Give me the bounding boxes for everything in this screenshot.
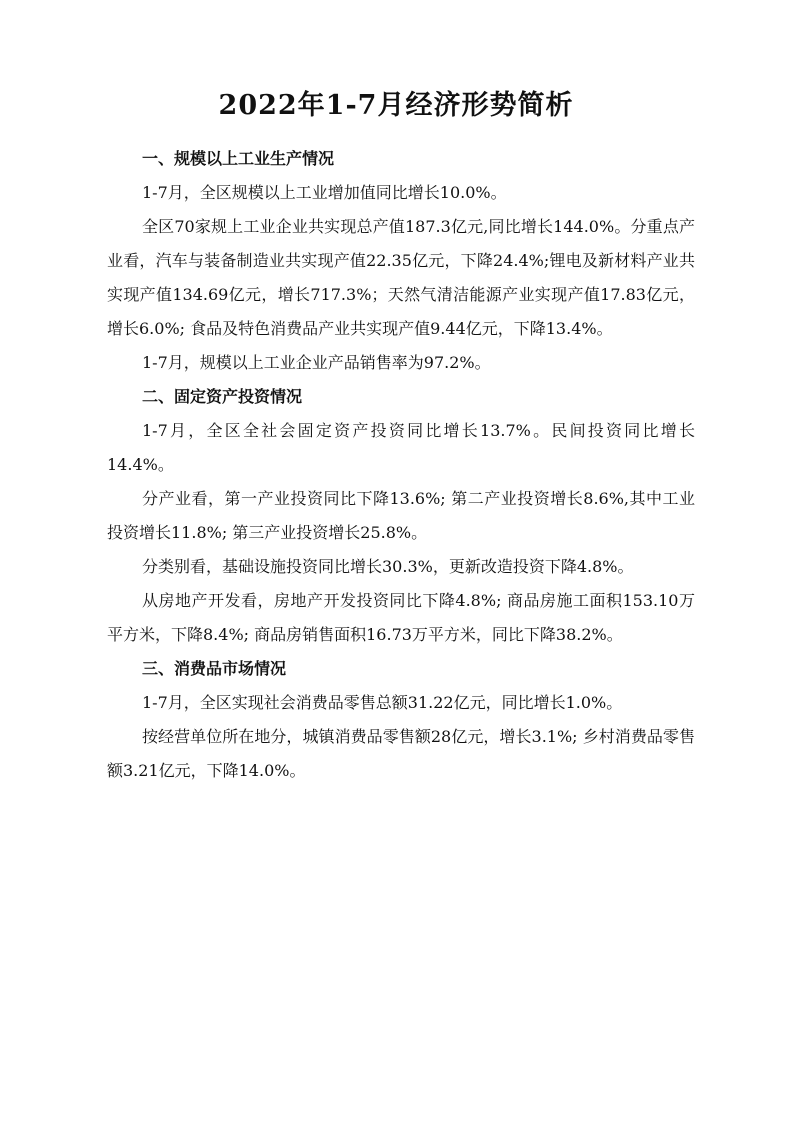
paragraph: 1-7月，全区规模以上工业增加值同比增长10.0%。 xyxy=(142,183,507,202)
section-fixed-asset-investment xyxy=(107,380,695,652)
paragraph: 1-7月，全区实现社会消费品零售总额31.22亿元，同比增长1.0%。 xyxy=(142,693,623,712)
paragraph: 1-7月，规模以上工业企业产品销售率为97.2%。 xyxy=(142,353,491,372)
paragraph: 分类别看，基础设施投资同比增长30.3%，更新改造投资下降4.8%。 xyxy=(142,557,634,576)
section-heading: 二、固定资产投资情况 xyxy=(142,387,303,406)
paragraph: 按经营单位所在地分，城镇消费品零售额28亿元，增长3.1%; 乡村消费品零售额3.21亿元，下降14.0%。 xyxy=(107,727,695,780)
section-heading: 三、消费品市场情况 xyxy=(142,659,287,678)
section-industrial-production xyxy=(107,142,695,380)
paragraph: 分产业看，第一产业投资同比下降13.6%; 第二产业投资增长8.6%,其中工业投资增长11.8%; 第三产业投资增长25.8%。 xyxy=(107,489,695,542)
document-body xyxy=(107,142,695,788)
paragraph: 从房地产开发看，房地产开发投资同比下降4.8%; 商品房施工面积153.10万平方米，下降8.4%; 商品房销售面积16.73万平方米，同比下降38.2%。 xyxy=(107,591,695,644)
paragraph: 1-7月，全区全社会固定资产投资同比增长13.7%。民间投资同比增长14.4%。 xyxy=(107,421,695,474)
section-heading: 一、规模以上工业生产情况 xyxy=(142,149,335,168)
document-title: 2022年1-7月经济形势简析 xyxy=(218,90,574,121)
section-consumer-market xyxy=(107,652,695,788)
paragraph: 全区70家规上工业企业共实现总产值187.3亿元,同比增长144.0%。分重点产业看，汽车与装备制造业共实现产值22.35亿元，下降24.4%;锂电及新材料产业共实现产值134.69亿元，增长717.3%；天然气清洁能源产业实现产值17.83亿元，增长6.0%; 食品及特色消费品产业共实现产值9.44亿元，下降13.4%。 xyxy=(107,217,695,338)
